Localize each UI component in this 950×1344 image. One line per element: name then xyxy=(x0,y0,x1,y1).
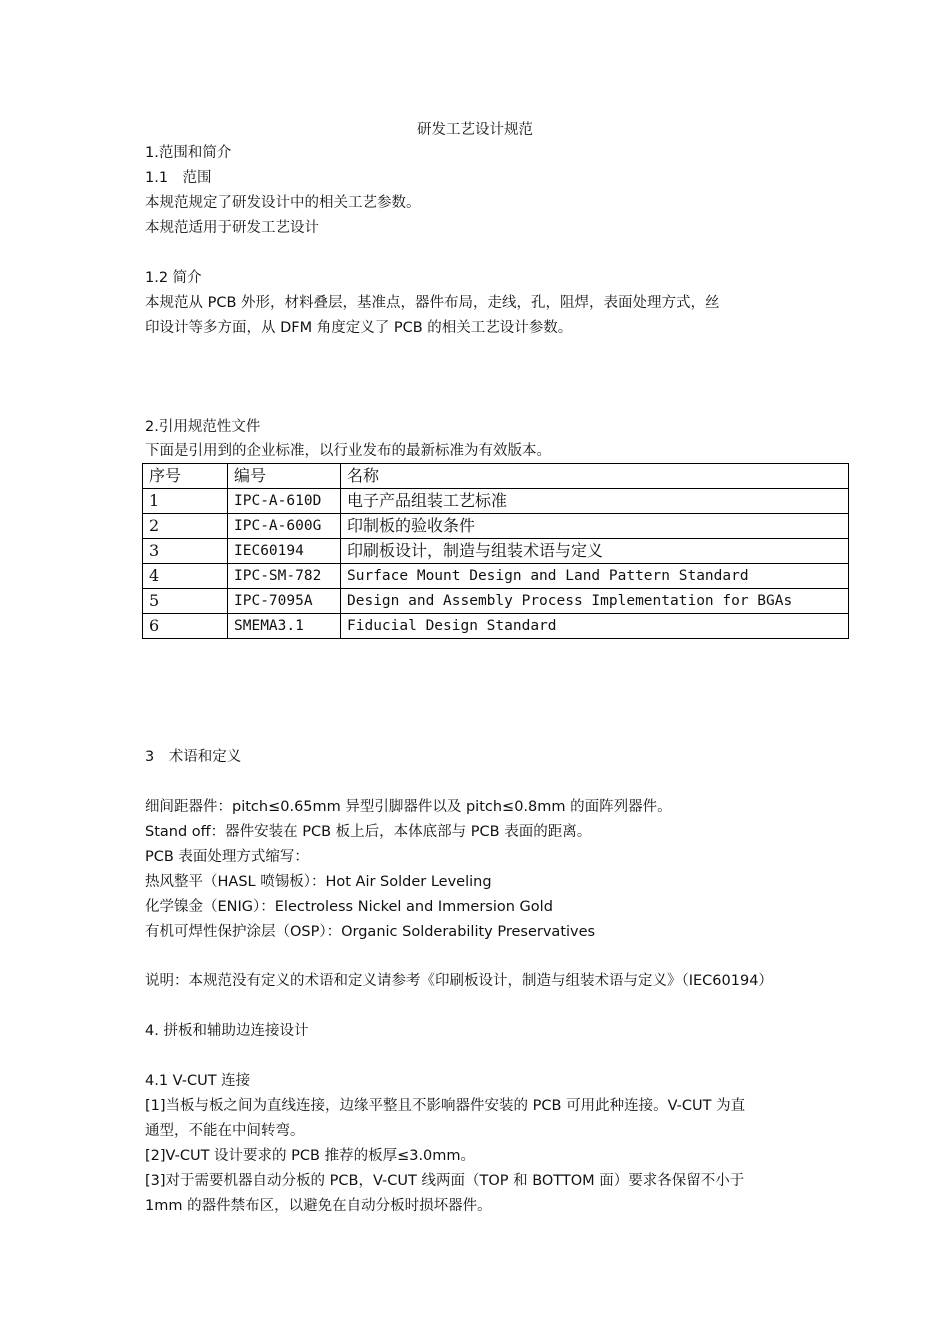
table-row xyxy=(143,614,849,639)
table-cell: 印刷板设计，制造与组装术语与定义 xyxy=(341,539,849,564)
paragraph: 印设计等多方面，从 DFM 角度定义了 PCB 的相关工艺设计参数。 xyxy=(145,320,573,336)
section-4-1-heading: 4.1 V-CUT 连接 xyxy=(145,1073,251,1089)
table-cell: IPC-7095A xyxy=(228,589,341,614)
section-2-intro: 下面是引用到的企业标准，以行业发布的最新标准为有效版本。 xyxy=(145,443,551,459)
table-row xyxy=(143,564,849,589)
table-cell: 6 xyxy=(143,614,228,639)
table-cell: Fiducial Design Standard xyxy=(341,614,849,639)
section-3-note: 说明：本规范没有定义的术语和定义请参考《印刷板设计，制造与组装术语与定义》（IEC60194） xyxy=(145,973,773,989)
table-header-row xyxy=(143,464,849,489)
table-cell: 4 xyxy=(143,564,228,589)
table-cell: 5 xyxy=(143,589,228,614)
definition-line: 热风整平（HASL 喷锡板）：Hot Air Solder Leveling xyxy=(145,874,492,890)
table-cell: Design and Assembly Process Implementation for BGAs xyxy=(341,589,849,614)
table-cell: 1 xyxy=(143,489,228,514)
section-1-heading: 1.范围和简介 xyxy=(145,145,232,161)
section-1-1-heading: 1.1 范围 xyxy=(145,170,212,186)
section-1-2-heading: 1.2 简介 xyxy=(145,270,202,286)
table-cell: Surface Mount Design and Land Pattern Standard xyxy=(341,564,849,589)
paragraph: 通型，不能在中间转弯。 xyxy=(145,1123,305,1139)
paragraph: 本规范规定了研发设计中的相关工艺参数。 xyxy=(145,195,421,211)
definition-line: 化学镍金（ENIG）：Electroless Nickel and Immersion Gold xyxy=(145,899,553,915)
table-row xyxy=(143,589,849,614)
table-cell: 电子产品组装工艺标准 xyxy=(341,489,849,514)
paragraph: 本规范从 PCB 外形，材料叠层，基准点，器件布局，走线，孔，阻焊，表面处理方式，丝 xyxy=(145,295,720,311)
paragraph: [2]V-CUT 设计要求的 PCB 推荐的板厚≤3.0mm。 xyxy=(145,1148,476,1164)
paragraph: [3]对于需要机器自动分板的 PCB，V-CUT 线两面（TOP 和 BOTTOM 面）要求各保留不小于 xyxy=(145,1173,745,1189)
table-cell: 印制板的验收条件 xyxy=(341,514,849,539)
table-cell: SMEMA3.1 xyxy=(228,614,341,639)
table-row xyxy=(143,489,849,514)
paragraph: 本规范适用于研发工艺设计 xyxy=(145,220,319,236)
table-cell: IPC-SM-782 xyxy=(228,564,341,589)
table-row xyxy=(143,539,849,564)
section-4-heading: 4. 拼板和辅助边连接设计 xyxy=(145,1023,309,1039)
section-2-heading: 2.引用规范性文件 xyxy=(145,419,261,435)
document-title: 研发工艺设计规范 xyxy=(417,122,533,138)
table-row xyxy=(143,514,849,539)
table-cell: IEC60194 xyxy=(228,539,341,564)
section-3-heading: 3 术语和定义 xyxy=(145,749,242,765)
paragraph: [1]当板与板之间为直线连接，边缘平整且不影响器件安装的 PCB 可用此种连接。V-CUT 为直 xyxy=(145,1098,746,1114)
table-cell: 3 xyxy=(143,539,228,564)
definition-line: 有机可焊性保护涂层（OSP）：Organic Solderability Preservatives xyxy=(145,924,596,940)
table-cell: IPC-A-600G xyxy=(228,514,341,539)
table-cell: IPC-A-610D xyxy=(228,489,341,514)
reference-standards-table xyxy=(142,463,849,639)
definition-line: Stand off：器件安装在 PCB 板上后，本体底部与 PCB 表面的距离。 xyxy=(145,824,592,840)
table-cell: 2 xyxy=(143,514,228,539)
definition-line: 细间距器件：pitch≤0.65mm 异型引脚器件以及 pitch≤0.8mm 的面阵列器件。 xyxy=(145,799,672,815)
paragraph: 1mm 的器件禁布区，以避免在自动分板时损坏器件。 xyxy=(145,1198,492,1214)
header-cell: 编号 xyxy=(228,464,341,489)
header-cell: 序号 xyxy=(143,464,228,489)
header-cell: 名称 xyxy=(341,464,849,489)
definition-line: PCB 表面处理方式缩写： xyxy=(145,849,309,865)
